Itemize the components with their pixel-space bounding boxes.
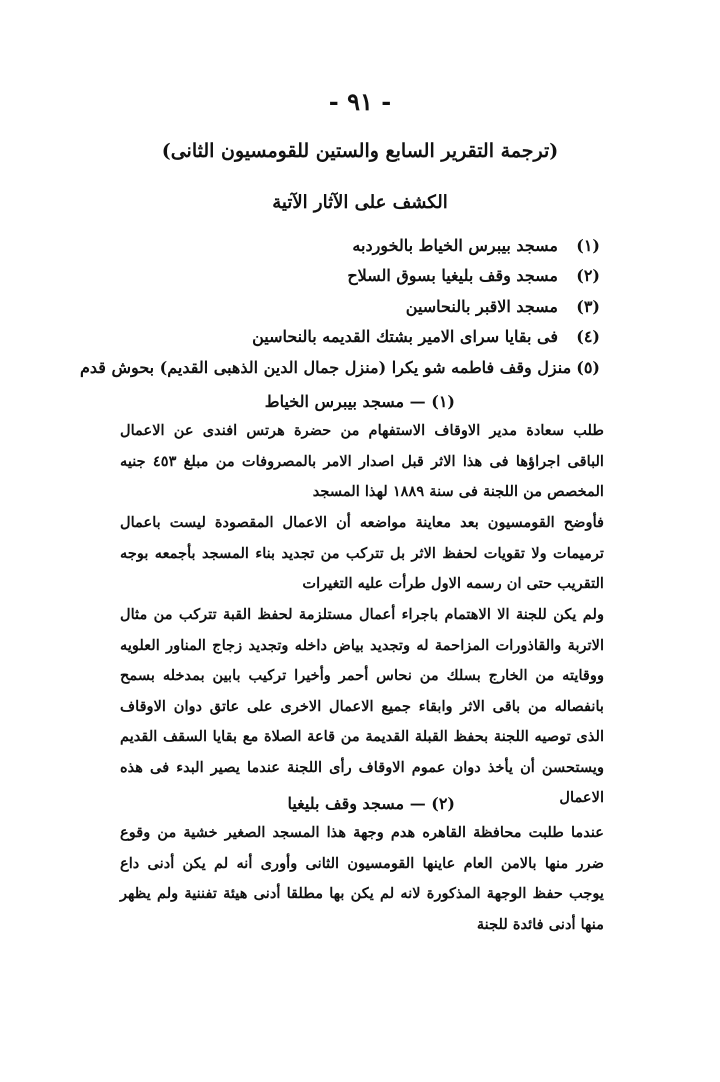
list-item-number: (٢) [576,266,600,286]
list-item-number: (٣) [576,296,600,316]
list-item-text: منزل وقف فاطمه شو يكرا (منزل جمال الدين الذهبى القديم) بحوش قدم [80,357,572,377]
page-number: - ٩١ - [328,87,392,116]
list-item-number: (٥) [576,357,600,377]
section-1-paragraph-1: طلب سعادة مدير الاوقاف الاستفهام من حضرة هرتس افندى عن الاعمال الباقى اجراؤها فى هذا الاثر قبل اصدار الامر بالمصروفات من مبلغ ٤٥٣ جنيه المخصص من اللجنة فى سنة ١٨٨٩ لهذا المسجد [120,422,604,500]
list-item [80,261,600,292]
report-title: (ترجمة التقرير السابع والستين للقومسيون الثانى) [161,140,559,162]
section-heading: الكشف على الآثار الآتية [272,192,448,213]
list-item [80,230,600,261]
section-2-heading: (٢) — مسجد وقف بليغيا [287,794,455,813]
list-item-text: فى بقايا سراى الامير بشتك القديمه بالنحاسين [252,327,558,347]
list-item [80,322,600,353]
list-item-number: (١) [576,235,600,255]
list-item-text: مسجد وقف بليغيا بسوق السلاح [347,266,558,286]
section-1-paragraph-2: فأوضح القومسيون بعد معاينة مواضعه أن الاعمال المقصودة ليست باعمال ترميمات ولا تقويات لحفظ الاثر بل تتركب من تجديد بناء المسجد بأجمعه بوجه التقريب حتى ان رسمه الاول طرأت عليه التغيرات [120,514,604,592]
section-1-heading: (١) — مسجد بيبرس الخياط [264,392,455,411]
list-item-number: (٤) [576,327,600,347]
monuments-list [80,230,600,383]
section-1-paragraph-3: ولم يكن للجنة الا الاهتمام باجراء أعمال مستلزمة لحفظ القبة تتركب من مثال الاتربة والقاذورات المزاحمة له وتجديد بياض داخله وتجديد زجاج المناور العلويه ووقايته من الخارج بسلك من نحاس أحمر وأخيرا تركيب بابين بمدخله بسمح بانفصاله من باقى الاثر وابقاء جميع الاعمال الاخرى على عاتق دوان الاوقاف الذى توصيه اللجنة بحفظ القبلة القديمة من قاعة الصلاة مع بقايا السقف القديم ويستحسن أن يأخذ دوان عموم الاوقاف رأى اللجنة عندما يصير البدء فى هذه الاعمال [120,606,604,806]
section-2-paragraph-1: عندما طلبت محافظة القاهره هدم وجهة هذا المسجد الصغير خشية من وقوع ضرر منها بالامن العام عاينها القومسيون الثانى وأورى أنه لم يكن أدنى داع يوجب حفظ الوجهة المذكورة لانه لم يكن بها مطلقا أدنى هيئة تفننية ولم يظهر منها أدنى فائدة للجنة [120,824,604,933]
list-item [80,352,600,383]
list-item-text: مسجد الاقبر بالنحاسين [405,296,558,316]
list-item-text: مسجد بيبرس الخياط بالخوردبه [352,235,558,255]
list-item [80,291,600,322]
